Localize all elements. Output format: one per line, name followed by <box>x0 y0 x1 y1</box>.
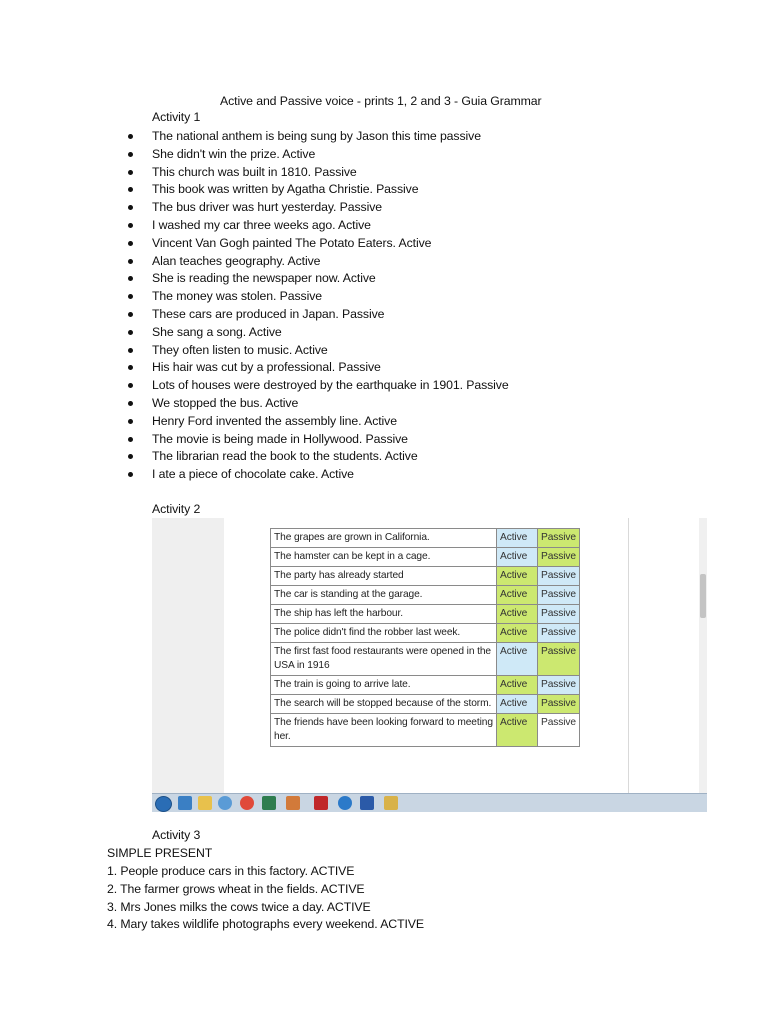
bullet-icon <box>128 330 133 335</box>
passive-option[interactable]: Passive <box>538 586 580 605</box>
list-item <box>128 200 509 218</box>
active-option[interactable]: Active <box>497 548 538 567</box>
list-item <box>128 218 509 236</box>
list-item-text: They often listen to music. Active <box>152 342 328 357</box>
list-item-text: This book was written by Agatha Christie. Passive <box>152 182 419 197</box>
table-row <box>271 676 580 695</box>
table-row <box>271 605 580 624</box>
list-item-text: The money was stolen. Passive <box>152 289 323 304</box>
list-item-text: She sang a song. Active <box>152 324 282 339</box>
list-item: 2. The farmer grows wheat in the fields. ACTIVE <box>107 881 365 896</box>
active-option[interactable]: Active <box>497 643 538 676</box>
file-explorer-icon[interactable] <box>198 796 212 810</box>
bullet-icon <box>128 348 133 353</box>
app-icon[interactable] <box>286 796 300 810</box>
chrome-icon[interactable] <box>240 796 254 810</box>
sentence-cell: The first fast food restaurants were opened in the USA in 1916 <box>271 643 497 676</box>
sentence-cell: The train is going to arrive late. <box>271 676 497 695</box>
list-item <box>128 307 509 325</box>
bullet-icon <box>128 259 133 264</box>
table-row <box>271 695 580 714</box>
sentence-cell: The friends have been looking forward to meeting her. <box>271 714 497 747</box>
passive-option[interactable]: Passive <box>538 624 580 643</box>
table-row <box>271 586 580 605</box>
scrollbar-track[interactable] <box>699 518 707 794</box>
passive-option[interactable]: Passive <box>538 695 580 714</box>
bullet-icon <box>128 241 133 246</box>
list-item <box>128 129 509 147</box>
list-item: 4. Mary takes wildlife photographs every weekend. ACTIVE <box>107 917 425 932</box>
passive-option[interactable]: Passive <box>538 676 580 695</box>
sentence-cell: The car is standing at the garage. <box>271 586 497 605</box>
list-item <box>128 343 509 361</box>
list-item <box>128 396 509 414</box>
list-item <box>128 432 509 450</box>
publisher-icon[interactable] <box>262 796 276 810</box>
embedded-screenshot <box>152 518 707 812</box>
list-item <box>128 236 509 254</box>
passive-option[interactable]: Passive <box>538 714 580 747</box>
bullet-icon <box>128 401 133 406</box>
list-item-text: Lots of houses were destroyed by the earthquake in 1901. Passive <box>152 378 509 393</box>
list-item-text: I washed my car three weeks ago. Active <box>152 217 371 232</box>
taskbar <box>152 793 707 812</box>
activity-1-heading: Activity 1 <box>152 110 201 124</box>
list-item <box>128 414 509 432</box>
sentence-cell: The hamster can be kept in a cage. <box>271 548 497 567</box>
list-item: 3. Mrs Jones milks the cows twice a day. ACTIVE <box>107 899 371 914</box>
list-item-text: She didn't win the prize. Active <box>152 146 316 161</box>
scrollbar-thumb[interactable] <box>700 574 706 618</box>
media-player-icon[interactable] <box>178 796 192 810</box>
list-item-text: She is reading the newspaper now. Active <box>152 271 376 286</box>
bullet-icon <box>128 223 133 228</box>
list-item-text: Vincent Van Gogh painted The Potato Eaters. Active <box>152 235 432 250</box>
active-option[interactable]: Active <box>497 586 538 605</box>
active-option[interactable]: Active <box>497 605 538 624</box>
passive-option[interactable]: Passive <box>538 529 580 548</box>
sentence-cell: The ship has left the harbour. <box>271 605 497 624</box>
sentence-cell: The party has already started <box>271 567 497 586</box>
document-title: Active and Passive voice - prints 1, 2 and 3 - Guia Grammar <box>220 94 542 108</box>
list-item-text: The bus driver was hurt yesterday. Passive <box>152 200 382 215</box>
bullet-icon <box>128 134 133 139</box>
table-row <box>271 567 580 586</box>
list-item: 1. People produce cars in this factory. ACTIVE <box>107 864 355 878</box>
list-item-text: I ate a piece of chocolate cake. Active <box>152 467 354 482</box>
list-item <box>128 378 509 396</box>
paint-icon[interactable] <box>384 796 398 810</box>
list-item <box>128 147 509 165</box>
active-option[interactable]: Active <box>497 567 538 586</box>
list-item <box>128 254 509 272</box>
sentence-cell: The search will be stopped because of the storm. <box>271 695 497 714</box>
sentence-cell: The police didn't find the robber last week. <box>271 624 497 643</box>
active-option[interactable]: Active <box>497 624 538 643</box>
list-item-text: Alan teaches geography. Active <box>152 253 321 268</box>
bullet-icon <box>128 365 133 370</box>
bullet-icon <box>128 187 133 192</box>
internet-explorer-icon[interactable] <box>218 796 232 810</box>
list-item <box>128 271 509 289</box>
bullet-icon <box>128 454 133 459</box>
start-button-icon[interactable] <box>155 796 172 812</box>
bullet-icon <box>128 312 133 317</box>
list-item-text: Henry Ford invented the assembly line. Active <box>152 413 397 428</box>
list-item-text: We stopped the bus. Active <box>152 395 299 410</box>
passive-option[interactable]: Passive <box>538 567 580 586</box>
activity-3-heading: Activity 3 <box>152 828 201 842</box>
screenshot-right-panel <box>628 518 707 794</box>
activity-3-subheading: SIMPLE PRESENT <box>107 846 213 860</box>
bullet-icon <box>128 170 133 175</box>
list-item <box>128 360 509 378</box>
active-passive-table <box>270 528 580 747</box>
bullet-icon <box>128 276 133 281</box>
table-row <box>271 548 580 567</box>
list-item-text: The national anthem is being sung by Jason this time passive <box>152 129 481 143</box>
list-item-text: The movie is being made in Hollywood. Passive <box>152 431 408 446</box>
list-item-text: These cars are produced in Japan. Passive <box>152 306 385 321</box>
bullet-icon <box>128 152 133 157</box>
active-option[interactable]: Active <box>497 676 538 695</box>
screenshot-left-margin <box>152 518 224 794</box>
list-item <box>128 325 509 343</box>
passive-option[interactable]: Passive <box>538 605 580 624</box>
activity-3-list <box>107 864 424 935</box>
bullet-icon <box>128 383 133 388</box>
table-row <box>271 714 580 747</box>
sentence-cell: The grapes are grown in California. <box>271 529 497 548</box>
edge-icon[interactable] <box>338 796 352 810</box>
list-item-text: This church was built in 1810. Passive <box>152 164 357 179</box>
list-item-text: The librarian read the book to the students. Active <box>152 449 418 464</box>
list-item-text: His hair was cut by a professional. Passive <box>152 360 381 375</box>
active-option[interactable]: Active <box>497 714 538 747</box>
table-row <box>271 529 580 548</box>
bullet-icon <box>128 419 133 424</box>
list-item <box>128 165 509 183</box>
bullet-icon <box>128 472 133 477</box>
passive-option[interactable]: Passive <box>538 643 580 676</box>
active-option[interactable]: Active <box>497 695 538 714</box>
activity-2-heading: Activity 2 <box>152 502 201 516</box>
table-row <box>271 624 580 643</box>
list-item <box>128 449 509 467</box>
table-row <box>271 643 580 676</box>
word-icon[interactable] <box>360 796 374 810</box>
activity-1-list <box>128 129 509 485</box>
bullet-icon <box>128 437 133 442</box>
passive-option[interactable]: Passive <box>538 548 580 567</box>
pdf-reader-icon[interactable] <box>314 796 328 810</box>
list-item <box>128 182 509 200</box>
list-item <box>128 467 509 485</box>
list-item <box>128 289 509 307</box>
bullet-icon <box>128 205 133 210</box>
bullet-icon <box>128 294 133 299</box>
active-option[interactable]: Active <box>497 529 538 548</box>
